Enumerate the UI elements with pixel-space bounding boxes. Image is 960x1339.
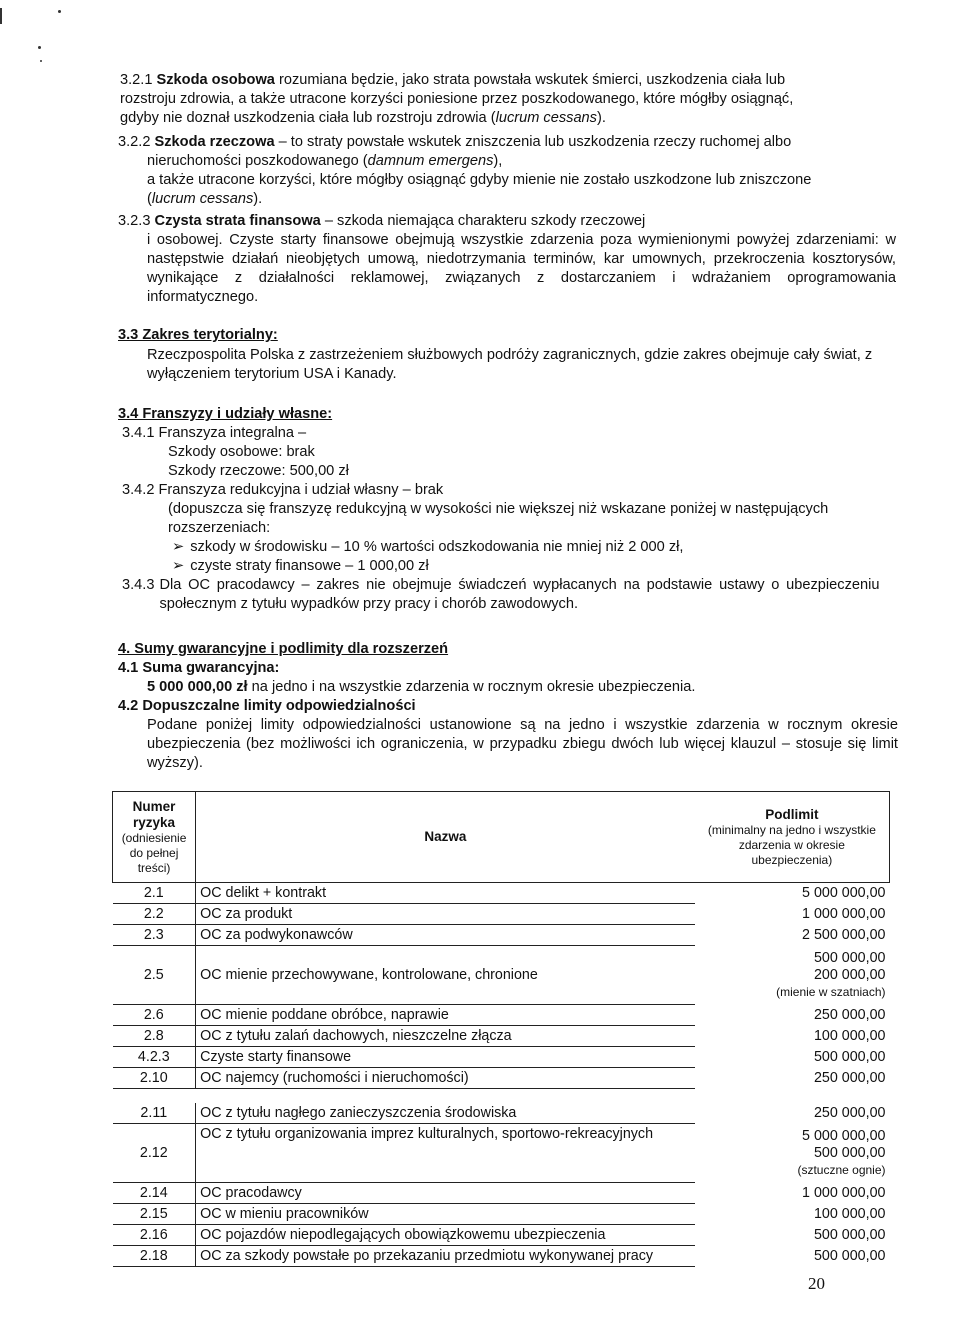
risk-name-cell: OC z tytułu zalań dachowych, nieszczelne złącza [196,1026,695,1047]
limit-cell [695,1183,890,1204]
risk-name-cell: OC za szkody powstałe po przekazaniu przedmiotu wykonywanej pracy [196,1246,695,1267]
table-row [113,1225,890,1246]
limit-value: 500 000,00 [813,949,886,966]
paragraph: i osobowej. Czyste starty finansowe obejmują wszystkie zdarzenia poza wymienionymi powyżej zdarzeniami: w następstwie działań nieobjętych umową, niedotrzymania terminów, kar umownych, przekroczenia kosztorysów, wynikające z działalności reklamowej, związanych z dostarczaniem i wdrażaniem oprogramowania informatycznego. [147,232,896,305]
scan-speck [38,46,41,49]
table-row [113,1124,890,1183]
limit-cell [695,904,890,925]
list-item [172,538,902,557]
limit-value: 1 000 000,00 [802,1184,886,1201]
sum-value: 5 000 000,00 zł [147,679,248,695]
limit-cell [695,946,890,1005]
section-number: 3.2.2 [118,134,151,150]
table-row [113,1047,890,1068]
limit-value: 500 000,00 [813,1144,886,1161]
risk-name-cell: OC z tytułu nagłego zanieczyszczenia środowiska [196,1103,695,1124]
table-row [113,883,890,904]
limit-cell [695,1026,890,1047]
risk-number-cell: 2.15 [113,1204,196,1225]
risk-number-cell: 2.10 [113,1068,196,1089]
risk-name-cell: OC z tytułu organizowania imprez kulturalnych, sportowo-rekreacyjnych [196,1124,695,1183]
section-3-2-3 [118,212,896,307]
risk-name-cell: OC mienie poddane obróbce, naprawie [196,1005,695,1026]
limit-value: 500 000,00 [813,1226,886,1243]
scan-speck [58,10,61,13]
table-row [113,1068,890,1089]
risk-name-cell: OC w mieniu pracowników [196,1204,695,1225]
limit-value: 100 000,00 [813,1205,886,1222]
risk-number-cell: 2.11 [113,1103,196,1124]
risk-number-cell: 2.6 [113,1005,196,1026]
table-row [113,925,890,946]
limit-value: 250 000,00 [813,1006,886,1023]
section-number: 3.2.3 [118,213,151,229]
text-line: Szkody rzeczowe: 500,00 zł [168,463,349,479]
risk-name-cell: OC mienie przechowywane, kontrolowane, chronione [196,946,695,1005]
risk-number-cell: 2.2 [113,904,196,925]
limit-value: 2 500 000,00 [802,926,886,943]
punctuation: ( [147,191,152,207]
risk-number-cell: 2.8 [113,1026,196,1047]
header-text: Numer [132,798,176,814]
risk-number-cell: 4.2.3 [113,1047,196,1068]
table-row [113,1026,890,1047]
limit-cell [695,1103,890,1124]
text-line: rozstroju zdrowia, a także utracone korzyści poniesione przez poszkodowanego, które mógłby osiągnąć, [120,91,794,107]
scan-speck [40,60,42,62]
table-row [113,946,890,1005]
punctuation: ), [493,153,503,169]
punctuation: ). [596,110,606,126]
paragraph: (dopuszcza się franszyzę redukcyjną w wysokości nie większej niż wskazane poniżej w następujących rozszerzeniach: [168,501,829,536]
text-line: gdyby nie doznał uszkodzenia ciała lub rozstroju zdrowia ( [120,110,496,126]
text-line: Szkody osobowe: brak [168,444,315,460]
limit-cell [695,1225,890,1246]
latin-term: damnum emergens [367,153,494,169]
limit-cell [695,1246,890,1267]
text-line: na jedno i na wszystkie zdarzenia w rocznym okresie ubezpieczenia. [247,679,696,695]
term-title: Szkoda rzeczowa [154,134,275,150]
limit-value: 200 000,00 [813,966,886,983]
text-line: rozumiana będzie, jako strata powstała wskutek śmierci, uszkodzenia ciała lub [274,72,786,88]
risk-name-cell: OC najemcy (ruchomości i nieruchomości) [196,1068,695,1089]
column-header-name: Nazwa [196,792,695,883]
table-row [113,1204,890,1225]
section-3-2-2 [118,133,902,209]
header-text: ryzyka [133,814,176,830]
limit-value: 5 000 000,00 [802,884,886,901]
paragraph: Rzeczpospolita Polska z zastrzeżeniem służbowych podróży zagranicznych, gdzie zakres obejmuje cały świat, z wyłączeniem terytorium USA i Kanady. [147,347,873,382]
column-header-number [113,792,196,883]
list-item [172,557,902,576]
term-title: Czysta strata finansowa [154,213,321,229]
section-4 [118,640,898,773]
arrow-bullet-icon: ➢ [172,539,185,555]
section-heading: 3.4 Franszyzy i udziały własne: [118,406,333,422]
risk-number-cell: 2.14 [113,1183,196,1204]
section-number: 3.4.3 [122,577,155,593]
risk-name-cell: OC za produkt [196,904,695,925]
section-heading: 4. Sumy gwarancyjne i podlimity dla rozszerzeń [118,641,449,657]
risk-number-cell: 2.18 [113,1246,196,1267]
paragraph: Podane poniżej limity odpowiedzialności ustanowione są na jedno i wszystkie zdarzenia w rocznym okresie ubezpieczenia (bez możliwości ich ograniczenia, w przypadku zbiegu dwóch lub więcej klauzul – stosuje się limit wyższy). [147,717,898,771]
limit-cell [695,1005,890,1026]
section-number: 3.2.1 [120,72,153,88]
text-line: – szkoda niemająca charakteru szkody rzeczowej [320,213,646,229]
limit-value: 100 000,00 [813,1027,886,1044]
risk-number-cell: 2.16 [113,1225,196,1246]
list-item-text: czyste straty finansowe – 1 000,00 zł [190,558,429,574]
text-line: nieruchomości poszkodowanego ( [147,153,368,169]
limit-value: 500 000,00 [813,1247,886,1264]
limit-cell [695,1068,890,1089]
limit-value: 250 000,00 [813,1104,886,1121]
limit-value: 250 000,00 [813,1069,886,1086]
header-text: Podlimit [765,806,819,822]
latin-term: lucrum cessans [495,110,597,126]
section-heading: 3.3 Zakres terytorialny: [118,327,278,343]
latin-term: lucrum cessans [151,191,254,207]
list-item-text: szkody w środowisku – 10 % wartości odszkodowania nie mniej niż 2 000 zł, [190,539,684,555]
table-row [113,1005,890,1026]
limit-value: 500 000,00 [813,1048,886,1065]
limit-cell [695,1047,890,1068]
risk-name-cell: OC za podwykonawców [196,925,695,946]
limit-cell [695,883,890,904]
punctuation: ). [253,191,263,207]
risk-name-cell: OC delikt + kontrakt [196,883,695,904]
limit-note: (sztuczne ognie) [797,1162,886,1177]
table-header-row [113,792,890,883]
column-header-limit [695,792,890,883]
limit-cell [695,1204,890,1225]
table-row [113,1183,890,1204]
text-line: 3.4.1 Franszyza integralna – [122,425,307,441]
scan-mark [0,8,2,24]
risk-name-cell: Czyste starty finansowe [196,1047,695,1068]
limit-value: 5 000 000,00 [802,1127,886,1144]
risk-name-cell: OC pracodawcy [196,1183,695,1204]
risk-number-cell: 2.5 [113,946,196,1005]
limit-note: (mienie w szatniach) [776,984,886,999]
risk-number-cell: 2.12 [113,1124,196,1183]
subsection-heading: 4.1 Suma gwarancyjna: [118,660,280,676]
spacer-cell [113,1089,890,1104]
header-note: (odniesienie do pełnej treści) [121,830,187,875]
table-spacer-row [113,1089,890,1104]
limit-cell [695,925,890,946]
table-row [113,1246,890,1267]
paragraph: Dla OC pracodawcy – zakres nie obejmuje świadczeń wypłacanych na podstawie ustawy o ubezpieczeniu społecznym z tytułu wypadków przy pracy i chorób zawodowych. [159,577,880,612]
table-row [113,904,890,925]
text-line: 3.4.2 Franszyza redukcyjna i udział własny – brak [122,482,444,498]
subsection-heading: 4.2 Dopuszczalne limity odpowiedzialności [118,698,416,714]
risk-number-cell: 2.1 [113,883,196,904]
text-line: a także utracone korzyści, które mógłby osiągnąć gdyby mienie nie zostało uszkodzone lub zniszczone [147,172,812,188]
limit-value: 1 000 000,00 [802,905,886,922]
page-number: 20 [808,1274,825,1293]
arrow-bullet-icon: ➢ [172,558,185,574]
section-3-2-1 [120,71,900,128]
section-3-3 [118,326,898,384]
text-line: – to straty powstałe wskutek zniszczenia lub uszkodzenia rzeczy ruchomej albo [274,134,792,150]
table-row [113,1103,890,1124]
section-3-4 [118,405,902,614]
limits-table [112,791,890,1267]
limit-cell [695,1124,890,1183]
header-note: (minimalny na jedno i wszystkie zdarzenia w okresie ubezpieczenia) [707,822,876,867]
risk-name-cell: OC pojazdów niepodlegających obowiązkowemu ubezpieczenia [196,1225,695,1246]
term-title: Szkoda osobowa [156,72,275,88]
risk-number-cell: 2.3 [113,925,196,946]
